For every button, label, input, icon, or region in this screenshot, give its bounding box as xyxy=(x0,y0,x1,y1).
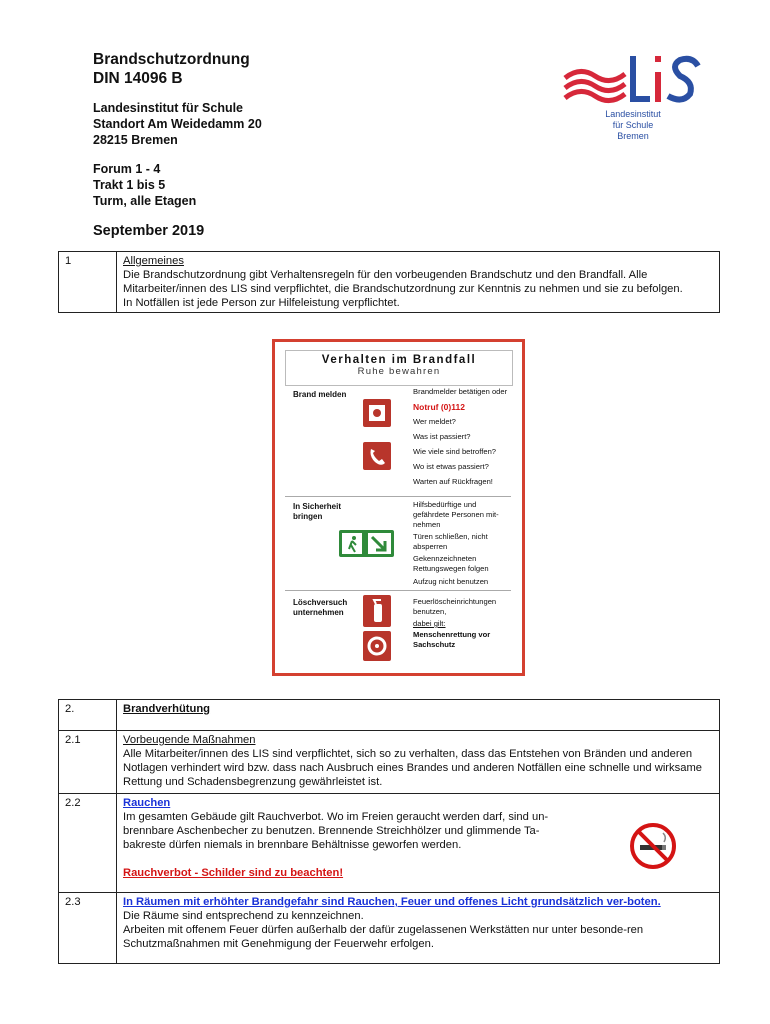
poster-text: Warten auf Rückfragen! xyxy=(413,477,493,486)
location-line-1: Forum 1 - 4 xyxy=(93,162,161,176)
address-line-2: 28215 Bremen xyxy=(93,133,178,147)
poster-text: Wo ist etwas passiert? xyxy=(413,462,489,471)
no-smoking-notice: Rauchverbot - Schilder sind zu beachten! xyxy=(123,867,344,879)
section-line: bakreste dürfen niemals in brennbare Behältnisse geworfen werden. xyxy=(123,839,462,851)
telephone-icon xyxy=(363,442,391,470)
fire-extinguisher-icon xyxy=(363,595,391,627)
table-row xyxy=(59,700,720,731)
location-line-2: Trakt 1 bis 5 xyxy=(93,178,166,192)
poster-section-report xyxy=(285,387,511,495)
section-number: 2.3 xyxy=(59,893,117,964)
poster-text: Menschenrettung vor xyxy=(413,630,491,639)
poster-section-extinguish xyxy=(285,590,511,665)
section-number: 1 xyxy=(59,252,117,313)
address-line-1: Standort Am Weidedamm 20 xyxy=(93,117,262,131)
poster-header xyxy=(285,350,513,386)
section-line: Arbeiten mit offenem Feuer dürfen außerhalb der dafür zugelassenen Werkstätten nur unter besonde-ren Schutzmaßnahmen mit Genehmigung der Feuerwehr erfolgen. xyxy=(123,924,644,950)
poster-text: Türen schließen, nicht xyxy=(413,532,488,541)
section-heading: Vorbeugende Maßnahmen xyxy=(123,734,256,746)
poster-text: gefährdete Personen mit- xyxy=(413,510,499,519)
section-text xyxy=(117,893,720,964)
poster-text: Aufzug nicht benutzen xyxy=(413,577,489,586)
institute-name: Landesinstitut für Schule xyxy=(93,101,244,115)
emergency-exit-icon xyxy=(339,530,394,557)
section-paragraph: Die Brandschutzordnung gibt Verhaltensregeln für den vorbeugenden Brandschutz und den Brandfall. Alle Mitarbeiter/innen des LIS sind verpflichtet, die Brandschutzordnung zur Kenntnis zu nehmen und sie zu befolgen. xyxy=(123,269,683,295)
logo-sub-2: für Schule xyxy=(612,120,654,130)
section-paragraph: Alle Mitarbeiter/innen des LIS sind verpflichtet, sich so zu verhalten, dass das Entstehen von Bränden und anderen Notlagen verhindert wird bzw. dass nach Ausbruch eines Brandes und anderen Notfällen eine schnelle und wirksame Rettung und Schadensbegrenzung gewährleistet ist. xyxy=(123,748,702,788)
poster-label: Brand melden xyxy=(293,390,347,399)
poster-text: nehmen xyxy=(413,520,441,529)
logo-subtitle xyxy=(598,109,668,142)
table-row xyxy=(59,893,720,964)
fire-alarm-icon xyxy=(363,399,391,427)
poster-section-evacuate xyxy=(285,496,511,590)
location-line-3: Turm, alle Etagen xyxy=(93,194,197,208)
poster-text: Wie viele sind betroffen? xyxy=(413,447,497,456)
poster-text: Sachschutz xyxy=(413,640,456,649)
poster-text-emergency-number: Notruf (0)112 xyxy=(413,402,465,412)
table-row xyxy=(59,252,720,313)
section-2-table xyxy=(58,699,720,964)
no-smoking-sign-icon xyxy=(629,822,677,870)
fire-procedure-poster xyxy=(272,339,525,676)
section-heading: Rauchen xyxy=(123,797,171,809)
section-heading: In Räumen mit erhöhter Brandgefahr sind Rauchen, Feuer und offenes Licht grundsätzlich ver-boten. xyxy=(123,896,661,908)
title-line-1: Brandschutzordnung xyxy=(93,51,250,68)
poster-text: Gekennzeichneten xyxy=(413,554,477,563)
poster-title: Verhalten im Brandfall xyxy=(321,354,477,366)
section-line: Die Räume sind entsprechend zu kennzeichnen. xyxy=(123,910,364,922)
section-line: brennbare Aschenbecher zu benutzen. Brennende Streichhölzer und glimmende Ta- xyxy=(123,825,540,837)
section-heading: Allgemeines xyxy=(123,255,184,267)
section-number: 2.1 xyxy=(59,731,117,794)
section-text xyxy=(117,700,720,731)
poster-text: Feuerlöscheinrichtungen xyxy=(413,597,497,606)
section-number: 2.2 xyxy=(59,794,117,893)
logo-sub-1: Landesinstitut xyxy=(605,109,661,119)
document-date: September 2019 xyxy=(93,223,205,239)
poster-label: Löschversuch unternehmen xyxy=(293,598,348,617)
poster-text: Rettungswegen folgen xyxy=(413,564,489,573)
table-row xyxy=(59,794,720,893)
lis-logo-mark xyxy=(560,48,710,108)
logo-sub-3: Bremen xyxy=(617,131,649,141)
poster-label: In Sicherheit bringen xyxy=(293,502,342,521)
poster-text: benutzen, xyxy=(413,607,447,616)
title-line-2: DIN 14096 B xyxy=(93,70,183,87)
table-row xyxy=(59,731,720,794)
poster-text: dabei gilt: xyxy=(413,619,446,628)
poster-text: Hilfsbedürftige und xyxy=(413,500,477,509)
poster-subtitle: Ruhe bewahren xyxy=(357,366,441,377)
section-line: Im gesamten Gebäude gilt Rauchverbot. Wo im Freien geraucht werden darf, sind un- xyxy=(123,811,549,823)
section-paragraph: In Notfällen ist jede Person zur Hilfeleistung verpflichtet. xyxy=(123,297,400,309)
section-1-table xyxy=(58,251,720,313)
poster-text: absperren xyxy=(413,542,448,551)
section-heading: Brandverhütung xyxy=(123,703,211,715)
poster-text: Wer meldet? xyxy=(413,417,456,426)
section-text xyxy=(117,731,720,794)
poster-text: Was ist passiert? xyxy=(413,432,471,441)
lis-logo xyxy=(560,48,710,158)
document-title xyxy=(93,50,250,88)
section-number: 2. xyxy=(59,700,117,731)
section-text xyxy=(117,252,720,313)
fire-hose-icon xyxy=(363,631,391,661)
poster-text: Brandmelder betätigen oder xyxy=(413,387,508,396)
location-block xyxy=(93,161,196,209)
institute-block xyxy=(93,100,262,148)
